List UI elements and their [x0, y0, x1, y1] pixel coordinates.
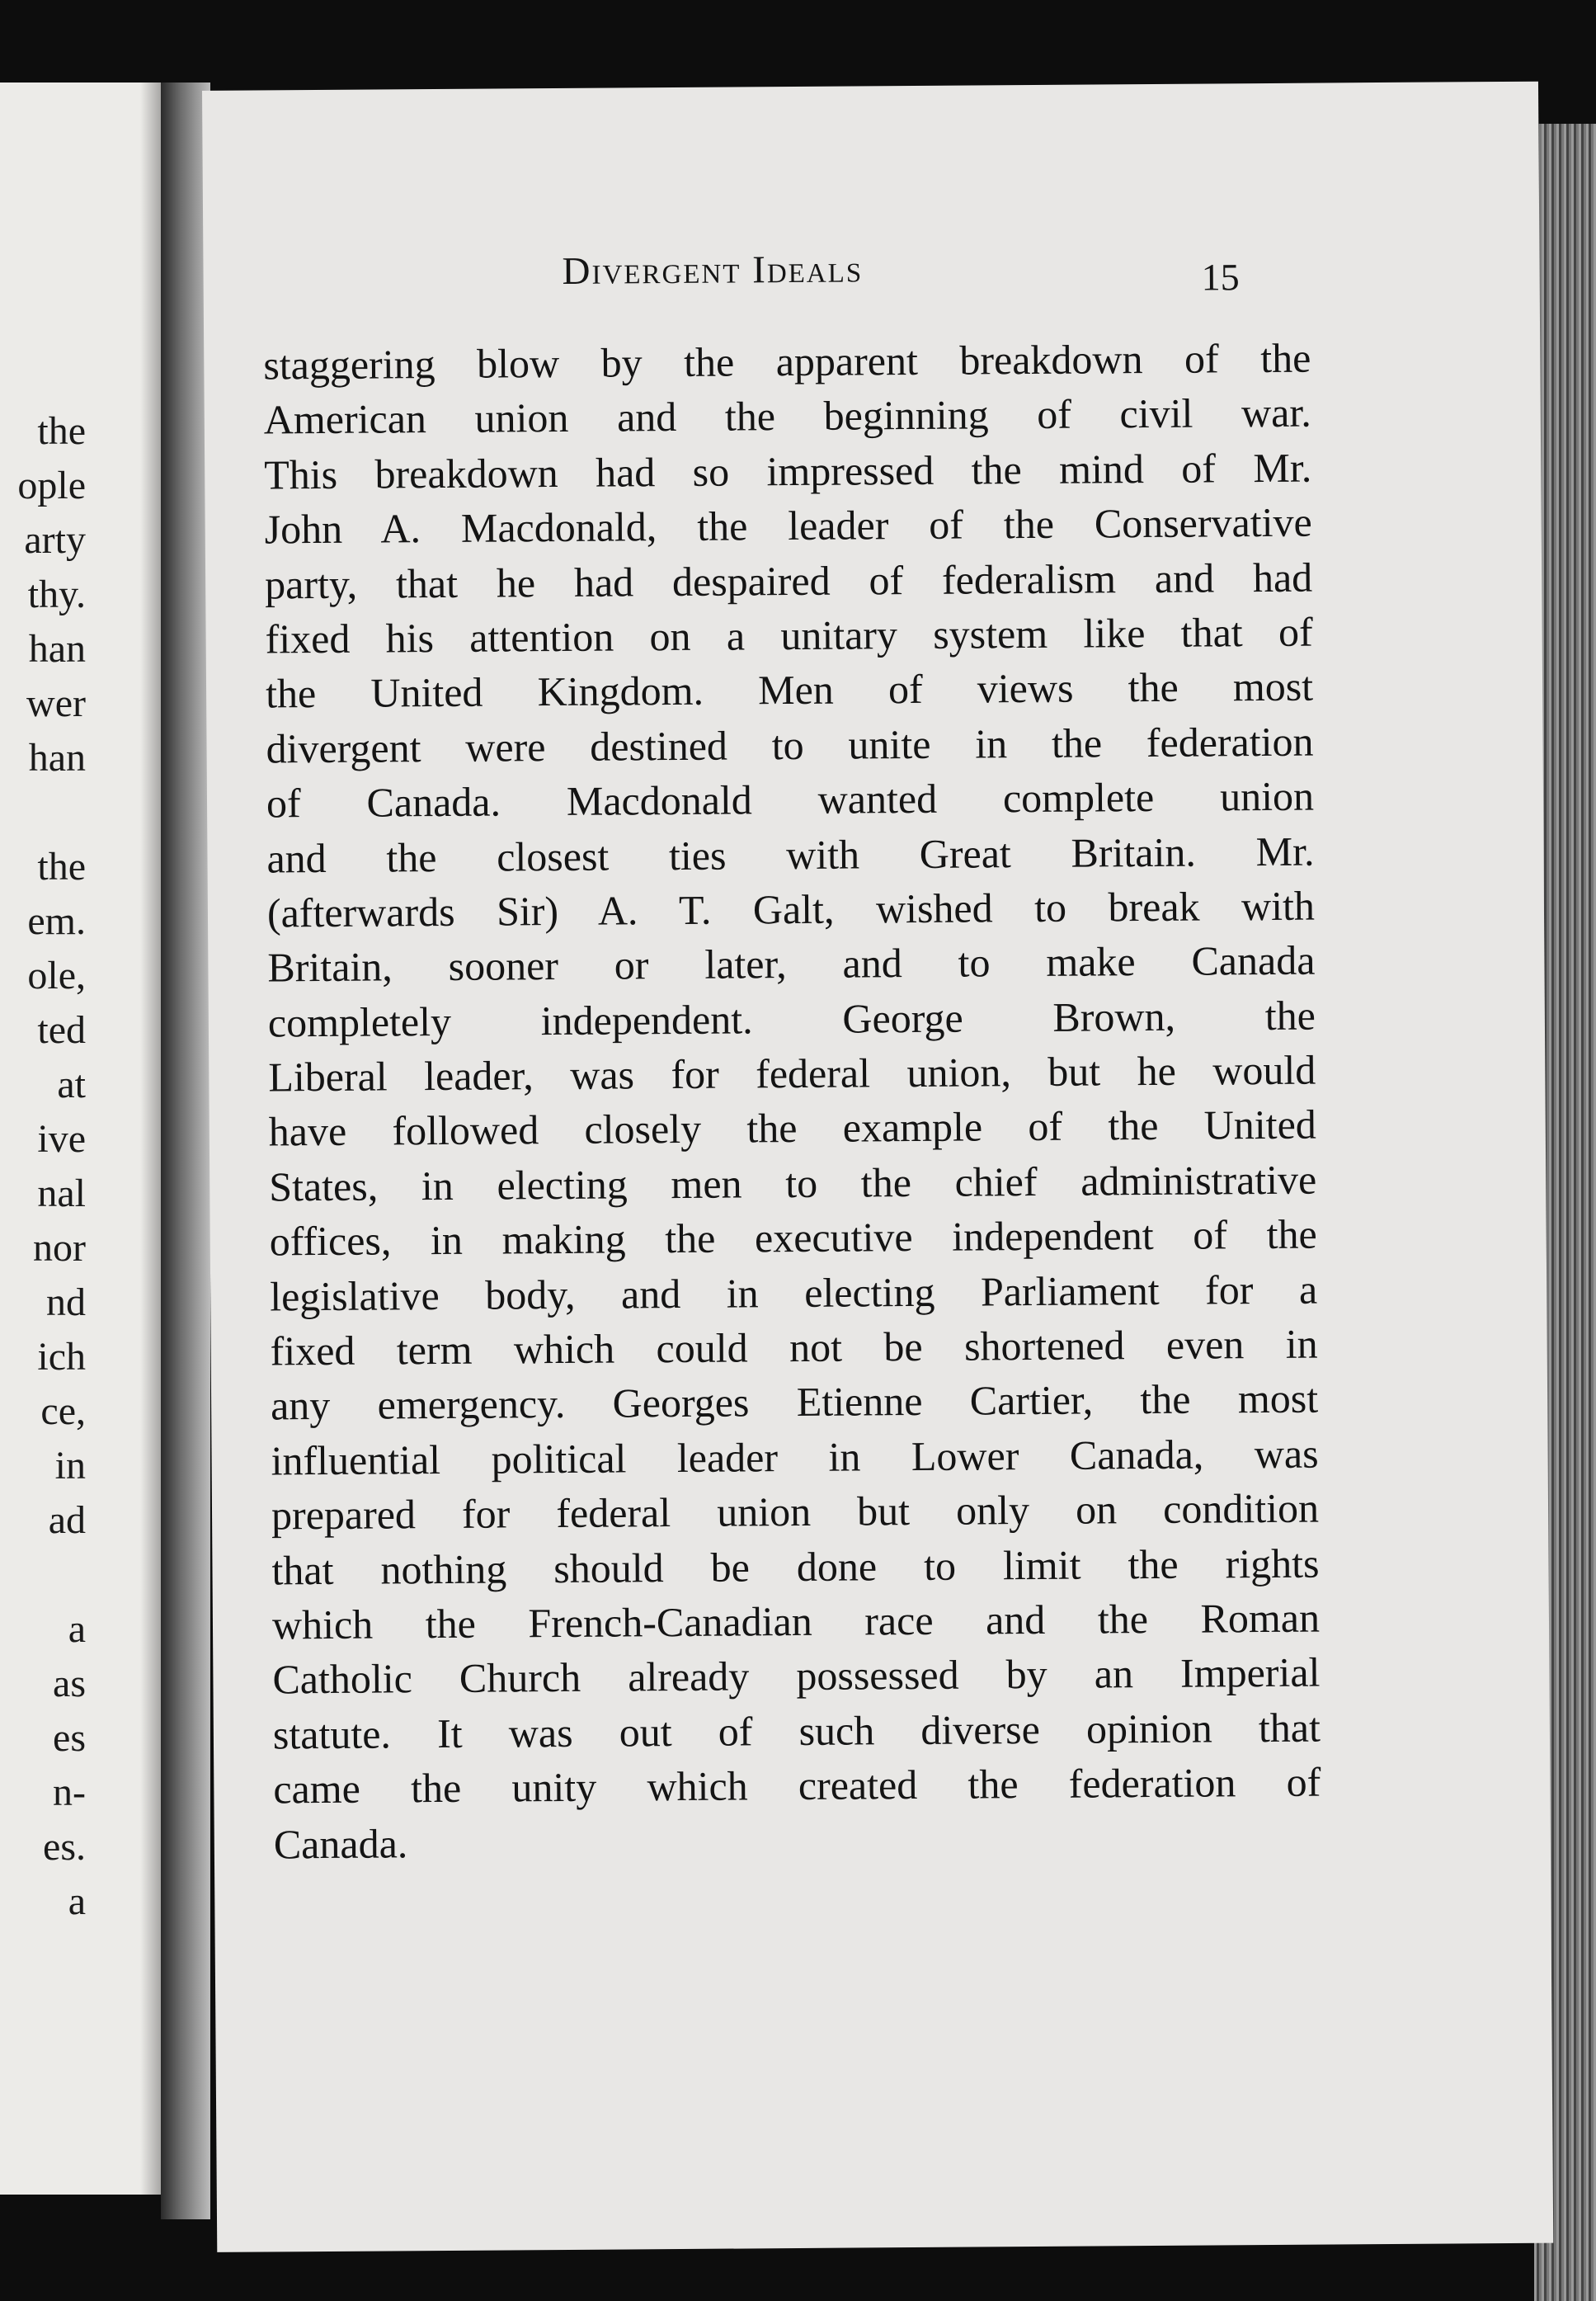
facing-line: thy. [27, 573, 86, 616]
facing-line: a [68, 1607, 86, 1651]
text-line: that nothing should be done to limit the rights [271, 1540, 1320, 1594]
text-line: fixed term which could not be shortened even in [270, 1320, 1318, 1374]
facing-line: ce, [40, 1389, 86, 1433]
facing-line: the [37, 409, 86, 453]
facing-line: han [28, 627, 86, 671]
facing-line [17, 785, 86, 840]
facing-line: the [37, 845, 86, 889]
text-line: which the French-Canadian race and the Roman [271, 1594, 1321, 1648]
text-line: influential political leader in Lower Canada, was [271, 1430, 1319, 1484]
facing-line: ich [37, 1335, 86, 1379]
text-line: of Canada. Macdonald wanted complete union [266, 772, 1315, 827]
text-line: American union and the beginning of civil war. [263, 389, 1311, 443]
facing-line: a [68, 1879, 86, 1923]
page-number: 15 [1201, 256, 1240, 299]
facing-line: arty [24, 518, 86, 562]
facing-line: ted [37, 1008, 86, 1052]
text-line: legislative body, and in electing Parliament for a [270, 1266, 1318, 1320]
text-line: States, in electing men to the chief administrative [269, 1156, 1317, 1210]
text-line: offices, in making the executive independent of the [269, 1210, 1317, 1265]
facing-line: es [53, 1716, 86, 1760]
text-line: statute. It was out of such diverse opinion that [272, 1704, 1321, 1758]
text-line: (afterwards Sir) A. T. Galt, wished to break with [266, 882, 1316, 936]
book-page [202, 82, 1553, 2252]
text-line: the United Kingdom. Men of views the most [265, 662, 1314, 717]
facing-line [17, 1548, 86, 1602]
facing-line: n- [53, 1771, 86, 1814]
facing-line: ive [37, 1117, 86, 1161]
text-line: came the unity which created the federation of [273, 1758, 1321, 1813]
text-line: Catholic Church already possessed by an Imperial [272, 1648, 1321, 1703]
text-line: completely independent. George Brown, the [267, 992, 1316, 1046]
facing-line: nal [37, 1172, 86, 1215]
facing-line: nor [33, 1226, 86, 1270]
text-line: This breakdown had so impressed the mind of Mr. [264, 444, 1312, 498]
text-line: divergent were destined to unite in the federation [266, 718, 1314, 772]
facing-line: ople [17, 464, 86, 507]
facing-line: in [54, 1444, 86, 1488]
book-gutter [161, 83, 210, 2219]
text-line: and the closest ties with Great Britain. Mr. [266, 828, 1315, 881]
facing-line: as [53, 1662, 86, 1705]
facing-line: nd [46, 1280, 86, 1324]
text-line: John A. Macdonald, the leader of the Conservative [264, 498, 1312, 553]
facing-line: ole, [27, 954, 86, 997]
facing-line: em. [27, 899, 86, 943]
running-head: Divergent Ideals [562, 248, 864, 293]
facing-line: ad [48, 1498, 86, 1542]
text-line: have followed closely the example of the United [268, 1101, 1316, 1155]
facing-page [0, 83, 165, 2195]
facing-line: at [57, 1063, 86, 1106]
facing-line: wer [26, 681, 86, 725]
text-line: Canada. [273, 1819, 408, 1867]
text-line: staggering blow by the apparent breakdown of the [263, 334, 1311, 389]
page-body-text [263, 331, 1321, 1872]
text-line: Liberal leader, was for federal union, but he would [268, 1046, 1316, 1101]
facing-line: han [28, 736, 86, 780]
facing-line: es. [43, 1825, 86, 1869]
text-line: Britain, sooner or later, and to make Canada [267, 936, 1316, 991]
text-line: fixed his attention on a unitary system like that of [265, 608, 1313, 662]
text-line: prepared for federal union but only on condition [271, 1484, 1320, 1539]
text-line: party, that he had despaired of federalism and had [264, 554, 1313, 608]
facing-page-text [17, 404, 86, 1929]
text-line: any emergency. Georges Etienne Cartier, the most [270, 1375, 1319, 1429]
